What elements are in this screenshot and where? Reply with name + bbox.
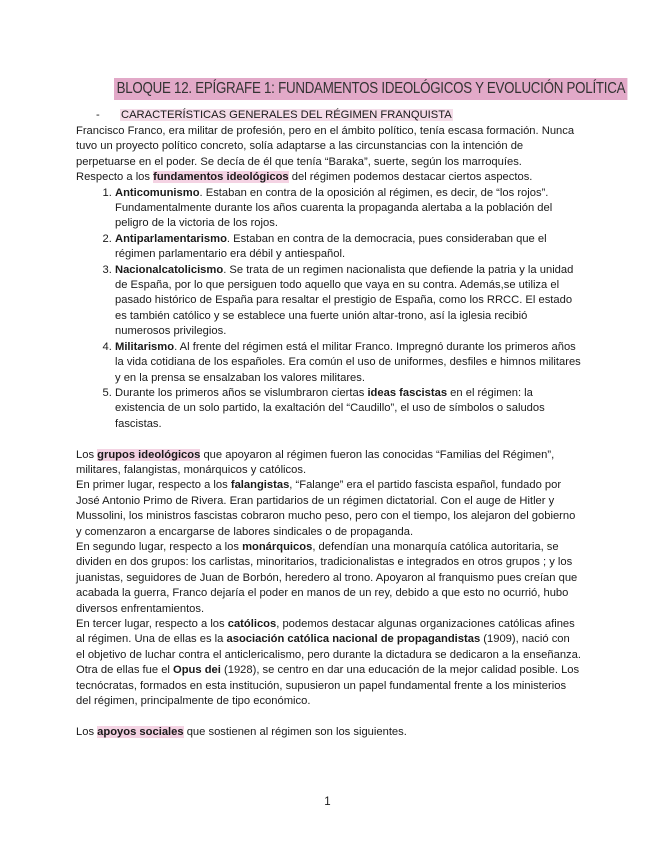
list-item	[115, 186, 581, 232]
catolicos-paragraph	[76, 617, 581, 709]
apoyos-post: que sostienen al régimen son los siguientes.	[183, 725, 407, 738]
monarquicos-pre: En segundo lugar, respecto a los	[76, 540, 243, 553]
page-title: BLOQUE 12. EPÍGRAFE 1: FUNDAMENTOS IDEOLÓGICOS Y EVOLUCIÓN POLÍTICA	[114, 78, 628, 100]
list-item	[115, 386, 581, 432]
section-dash: -	[96, 109, 100, 121]
fundamentos-list	[76, 186, 581, 433]
title-wrapper	[114, 78, 655, 100]
list-item-key: ideas fascistas	[367, 386, 448, 399]
list-item-key: Nacionalcatolicismo	[115, 263, 224, 276]
intro-paragraph	[76, 124, 581, 186]
grupos-paragraph	[76, 448, 581, 479]
catolicos-pre: En tercer lugar, respecto a los	[76, 617, 228, 630]
monarquicos-post: , defendían una monarquía católica autoritaria, se dividen en dos grupos: los carlistas, minoritarios, tradicionalistas e integrados en otros grupos ; y los juanistas, seguidores de Juan de Borbón, heredero al trono. Apoyaron al franquismo pues creían que acabada la guerra, Franco dejaría el poder en manos de un rey, debido a que esto no ocurrió, hubo diversos enfrentamientos.	[76, 540, 578, 615]
document-body	[76, 124, 581, 740]
list-item-key: Militarismo	[115, 340, 175, 353]
falangistas-pre: En primer lugar, respecto a los	[76, 479, 231, 492]
page-number: 1	[324, 796, 331, 808]
list-item	[115, 232, 581, 263]
list-item-post: en el régimen: la existencia de un solo partido, la exaltación del “Caudillo”, el uso de símbolos o saludos fascistas.	[115, 386, 545, 430]
falangistas-post: , “Falange” era el partido fascista español, fundado por José Antonio Primo de Rivera. Eran partidarios de un régimen dictatorial. Con el auge de Hitler y Mussolini, los ministros fascistas cobraron mucho peso, pero con el tiempo, los alejaron del gobierno y comenzaron a encargarse de labores sindicales o de propaganda.	[76, 479, 576, 538]
list-item	[115, 263, 581, 340]
list-item-text: . Se trata de un regimen nacionalista que defiende la patria y la unidad de España, por lo que persiguen todo aquello que vaya en su contra. Además,se utiliza el pasado histórico de España para resaltar el prestigio de España, como los RRCC. El estado es también católico y se establece una fuerte unión altar-trono, así la iglesia recibió numerosos privilegios.	[115, 263, 574, 338]
list-item-text: . Estaban en contra de la democracia, pues consideraban que el régimen parlamentario era débil y antiespañol.	[115, 232, 547, 261]
keyword-catolicos: católicos	[227, 617, 277, 630]
keyword-grupos: grupos ideológicos	[97, 448, 201, 461]
catolicos-post: (1928), se centro en dar una educación de la mejor calidad posible. Los tecnócratas, formados en esta institución, supusieron un papel fundamental frente a los ministerios del régimen, principalmente de tipo económico.	[76, 664, 580, 708]
respect-post: del régimen podemos destacar ciertos aspectos.	[288, 171, 533, 184]
intro-text: Francisco Franco, era militar de profesión, pero en el ámbito político, tenía escasa formación. Nunca tuvo un proyecto político concreto, solía adaptarse a las circunstancias con la intención de perpetuarse en el poder. Se decía de él que tenía “Baraka”, suerte, según los marroquíes.	[76, 125, 575, 168]
section-heading-text: CARACTERÍSTICAS GENERALES DEL RÉGIMEN FRANQUISTA	[121, 109, 452, 121]
list-item-key: Anticomunismo	[115, 186, 200, 199]
list-item-pre: Durante los primeros años se vislumbraron ciertas	[115, 386, 368, 399]
keyword-acnp: asociación católica nacional de propagandistas	[226, 633, 481, 646]
keyword-opus-dei: Opus dei	[173, 664, 221, 677]
spacer	[76, 432, 581, 447]
spacer	[76, 709, 581, 724]
section-heading	[96, 108, 556, 123]
keyword-monarquicos: monárquicos	[242, 540, 313, 553]
grupos-pre: Los	[76, 448, 98, 461]
monarquicos-paragraph	[76, 540, 581, 617]
keyword-falangistas: falangistas	[230, 479, 290, 492]
list-item-key: Antiparlamentarismo	[115, 232, 227, 245]
apoyos-paragraph	[76, 725, 581, 740]
keyword-apoyos: apoyos sociales	[97, 725, 184, 738]
keyword-fundamentos: fundamentos ideológicos	[153, 171, 289, 184]
catolicos-mid1: , podemos destacar algunas organizaciones católicas afines al régimen. Una de ellas es la	[76, 617, 575, 646]
list-item-text: . Al frente del régimen está el militar Franco. Impregnó durante los primeros años la vida cotidiana de los españoles. Era común el uso de uniformes, desfiles e himnos militares y en la prensa se ensalzaban los valores militares.	[115, 340, 581, 384]
list-item-text: . Estaban en contra de la oposición al régimen, es decir, de “los rojos”. Fundamentalmente durante los años cuarenta la propaganda alertaba a la población del peligro de la victoria de los rojos.	[115, 186, 553, 230]
apoyos-pre: Los	[76, 725, 98, 738]
grupos-post: que apoyaron al régimen fueron las conocidas “Familias del Régimen”, militares, falangistas, monárquicos y católicos.	[76, 448, 555, 476]
list-item	[115, 340, 581, 386]
respect-pre: Respecto a los	[76, 171, 154, 184]
falangistas-paragraph	[76, 478, 581, 540]
catolicos-mid2: (1909), nació con el objetivo de luchar contra el anticlericalismo, pero durante la dictadura se dedicaron a la enseñanza. Otra de ellas fue el	[76, 633, 581, 677]
